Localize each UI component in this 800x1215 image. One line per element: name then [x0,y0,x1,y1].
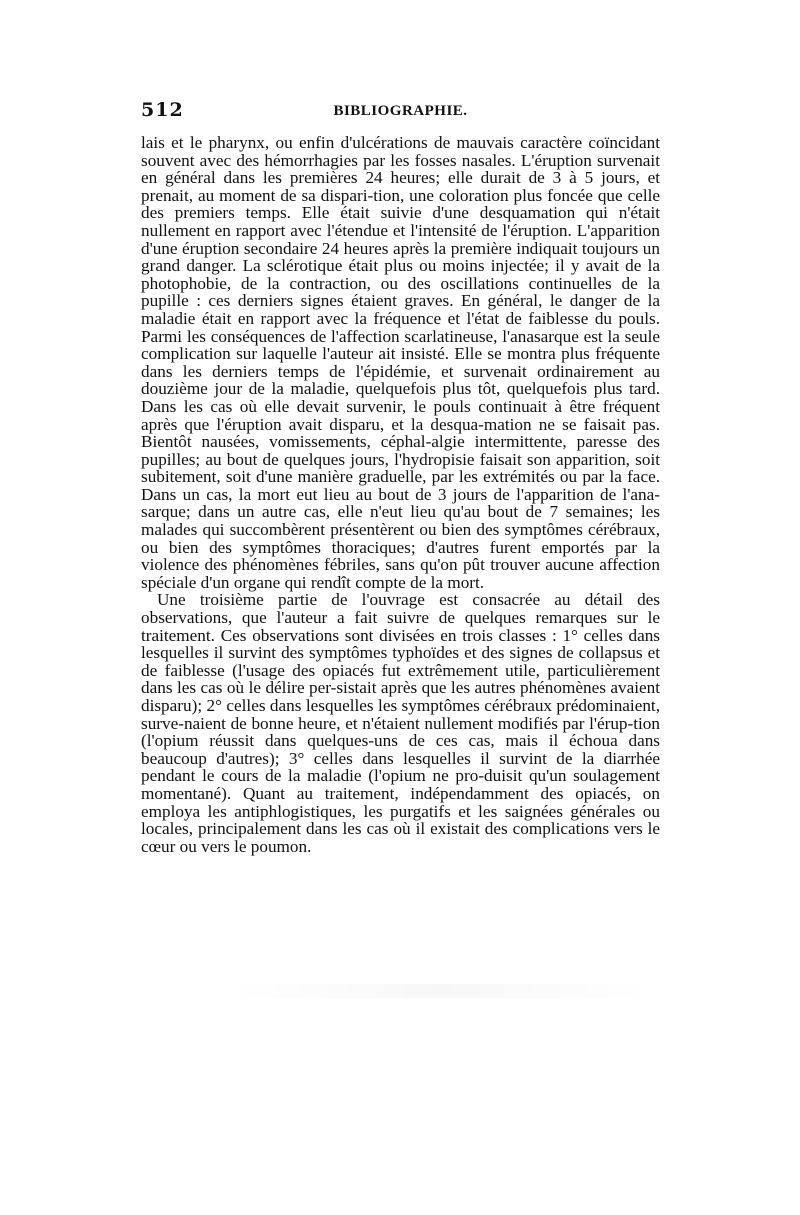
page-header [141,99,660,125]
running-head: BIBLIOGRAPHIE. [333,103,468,119]
bleed-through-smudge [232,984,652,998]
paragraph-1: lais et le pharynx, ou enfin d'ulcérations de mauvais caractère coïncidant souvent avec des hémorrhagies par les fosses nasales. L'éruption survenait en général dans les premières 24 heures; elle durait de 3 à 5 jours, et prenait, au moment de sa dispari-tion, une coloration plus foncée que celle des premiers temps. Elle était suivie d'une desquamation qui n'était nullement en rapport avec l'étendue et l'intensité de l'éruption. L'apparition d'une éruption secondaire 24 heures après la première indiquait toujours un grand danger. La sclérotique était plus ou moins injectée; il y avait de la photophobie, de la contraction, ou des oscillations continuelles de la pupille : ces derniers signes étaient graves. En général, le danger de la maladie était en rapport avec la fréquence et l'état de faiblesse du pouls. Parmi les conséquences de l'affection scarlatineuse, l'anasarque est la seule complication sur laquelle l'auteur ait insisté. Elle se montra plus fréquente dans les derniers temps de l'épidémie, et survenait ordinairement au douzième jour de la maladie, quelquefois plus tôt, quelquefois plus tard. Dans les cas où elle devait survenir, le pouls continuait à être fréquent après que l'éruption avait disparu, et la desqua-mation ne se faisait pas. Bientôt nausées, vomissements, céphal-algie intermittente, paresse des pupilles; au bout de quelques jours, l'hydropisie faisait son apparition, soit subitement, soit d'une manière graduelle, par les extrémités ou par la face. Dans un cas, la mort eut lieu au bout de 3 jours de l'apparition de l'ana-sarque; dans un autre cas, elle n'eut lieu qu'au bout de 7 semaines; les malades qui succombèrent présentèrent ou bien des symptômes cérébraux, ou bien des symptômes thoraciques; d'autres furent emportés par la violence des phénomènes fébriles, sans qu'on pût trouver aucune affection spéciale d'un organe qui rendît compte de la mort. [141,133,660,592]
body-text [141,134,660,855]
paragraph-2: Une troisième partie de l'ouvrage est consacrée au détail des observations, que l'auteur a fait suivre de quelques remarques sur le traitement. Ces observations sont divisées en trois classes : 1° celles dans lesquelles il survint des symptômes typhoïdes et des signes de collapsus et de faiblesse (l'usage des opiacés fut extrêmement utile, particulièrement dans les cas où le délire per-sistait après que les autres phénomènes avaient disparu); 2° celles dans lesquelles les symptômes cérébraux prédominaient, surve-naient de bonne heure, et n'étaient nullement modifiés par l'érup-tion (l'opium réussit dans quelques-uns de ces cas, mais il échoua dans beaucoup d'autres); 3° celles dans lesquelles il survint de la diarrhée pendant le cours de la maladie (l'opium ne pro-duisit qu'un soulagement momentané). Quant au traitement, indépendamment des opiacés, on employa les antiphlogistiques, les purgatifs et les saignées générales ou locales, principalement dans les cas où il existait des complications vers le cœur ou vers le poumon. [141,590,660,856]
page-number: 512 [141,99,184,121]
